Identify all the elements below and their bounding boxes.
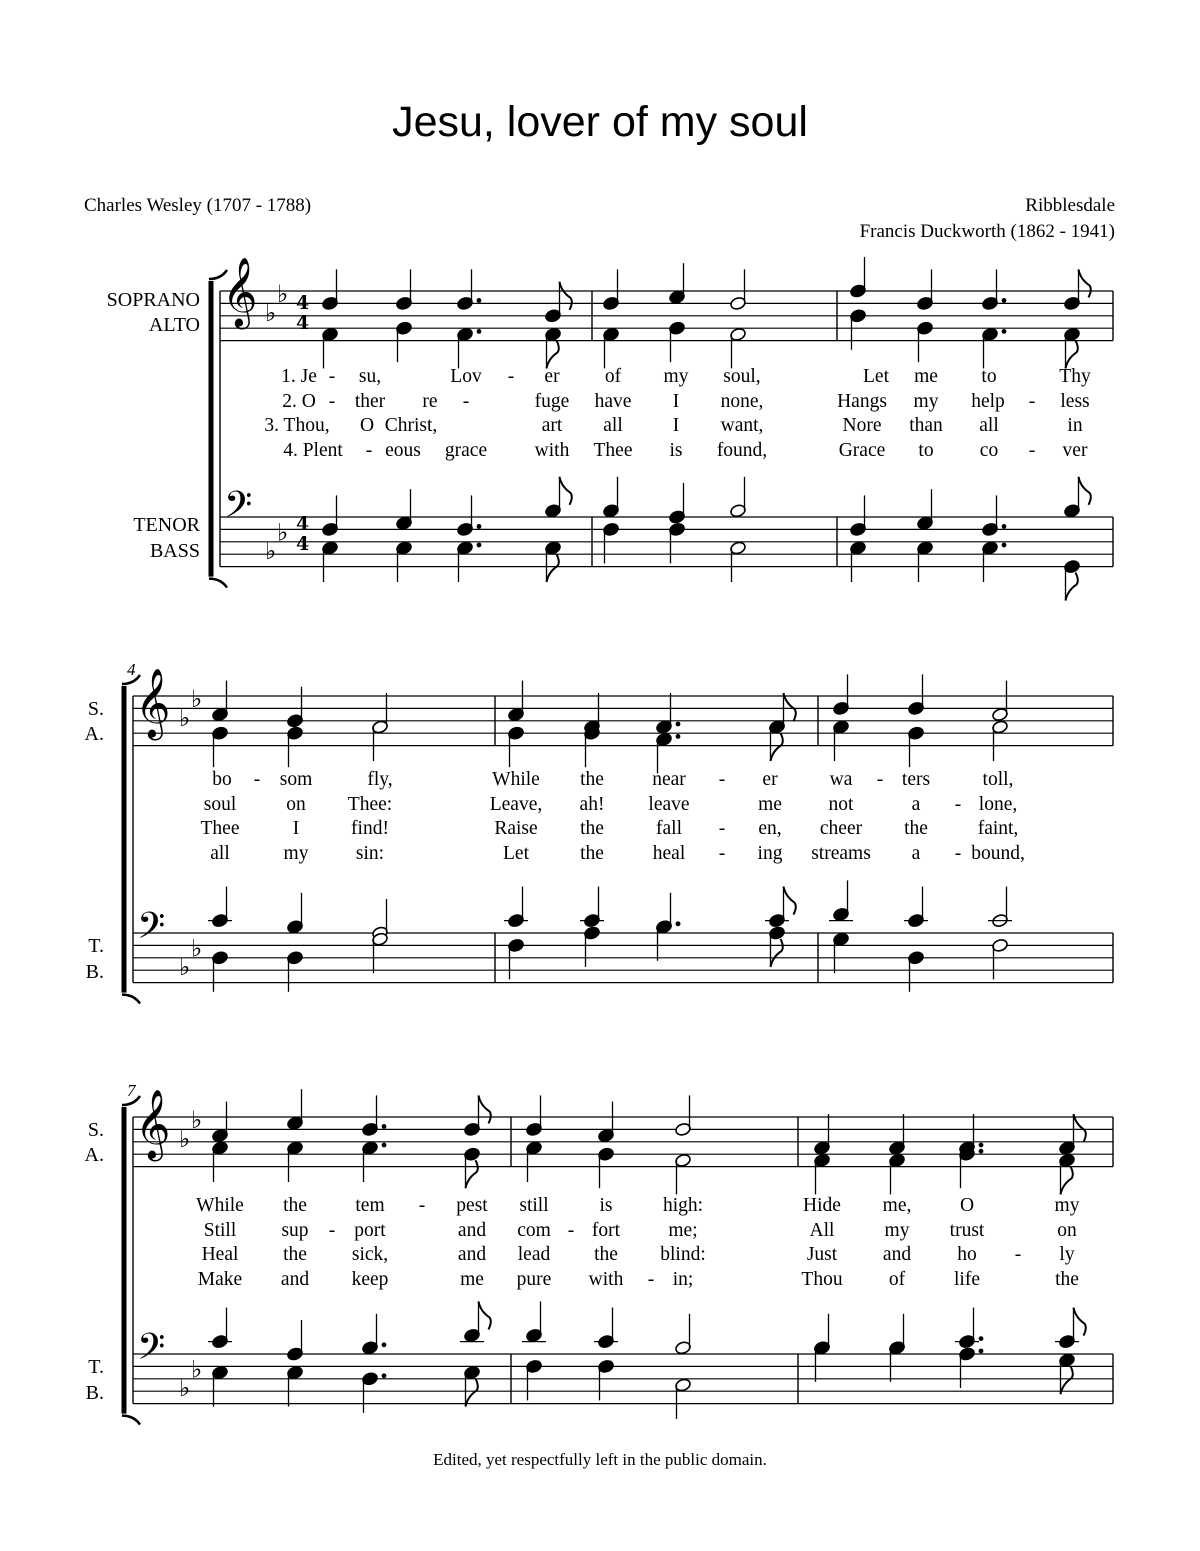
time-signature-numerator: 4 <box>296 292 310 314</box>
lyric-syllable: pest <box>456 1195 488 1216</box>
lyric-syllable: - <box>365 439 373 461</box>
lyric-syllable: bo <box>212 769 232 790</box>
lyric-syllable: I <box>672 390 680 412</box>
lyric-syllable: fuge <box>534 390 570 412</box>
dot <box>1002 298 1007 303</box>
lyric-syllable: All <box>809 1219 835 1241</box>
lyric-syllable: all <box>979 415 999 436</box>
lyric-syllable: art <box>541 415 563 436</box>
lyric-syllable: found, <box>716 439 768 461</box>
lyric-syllable: Still <box>203 1219 237 1241</box>
lyric-syllable: me <box>460 1268 484 1290</box>
lyric-syllable: Let <box>863 366 889 387</box>
lyric-syllable: eous <box>385 439 421 461</box>
lyric-syllable: life <box>954 1268 980 1290</box>
lyric-syllable: to <box>918 439 934 461</box>
lyric-syllable: have <box>594 390 632 412</box>
lyric-syllable: cheer <box>819 818 863 839</box>
lyric-syllable: in <box>1067 415 1083 436</box>
lyric-syllable: tem <box>355 1195 385 1216</box>
lyric-syllable: faint, <box>977 818 1019 839</box>
lyric-syllable: en, <box>758 818 782 839</box>
lyric-syllable: er <box>544 366 560 387</box>
lyric-syllable: a <box>911 842 921 864</box>
lyric-syllable: 3. Thou, <box>264 415 330 436</box>
lyric-syllable: - <box>876 769 884 790</box>
flat-icon: ♭ <box>277 280 289 309</box>
part-abbr-s: S. <box>87 698 104 720</box>
lyric-syllable: me <box>758 793 782 815</box>
flat-icon: ♭ <box>265 298 277 327</box>
flag <box>466 1160 478 1188</box>
flat-icon: ♭ <box>191 934 203 963</box>
lyric-syllable: my <box>663 366 689 387</box>
lyric-syllable: the <box>580 818 604 839</box>
flag <box>560 282 572 310</box>
lyric-syllable: ther <box>354 390 386 412</box>
lyric-syllable: blind: <box>660 1244 706 1265</box>
flat-icon: ♭ <box>179 1374 191 1403</box>
treble-clef-icon: 𝄞 <box>135 1089 171 1159</box>
lyric-syllable: port <box>354 1219 386 1241</box>
lyric-syllable: with <box>588 1268 624 1290</box>
dot <box>979 1349 984 1354</box>
lyric-syllable: - <box>253 769 261 790</box>
part-abbr-s: S. <box>87 1119 104 1141</box>
dot <box>1002 524 1007 529</box>
lyric-syllable: O <box>359 415 375 436</box>
lyric-syllable: Thee <box>200 818 240 839</box>
flag <box>1079 477 1091 505</box>
flat-icon: ♭ <box>277 518 289 547</box>
lyric-syllable: my <box>283 842 309 864</box>
lyric-syllable: not <box>828 793 854 815</box>
flat-icon: ♭ <box>191 685 203 714</box>
lyric-syllable: - <box>718 818 726 839</box>
dot <box>1002 543 1007 548</box>
lyric-syllable: all <box>210 842 230 864</box>
lyric-syllable: Thee <box>593 439 633 461</box>
dot <box>477 524 482 529</box>
lyric-syllable: - <box>718 769 726 790</box>
bracket-hook <box>209 270 227 279</box>
lyric-syllable: is <box>669 439 683 461</box>
lyric-syllable: Christ, <box>384 415 438 436</box>
part-abbr-b: B. <box>85 1382 104 1404</box>
lyric-syllable: com <box>517 1219 551 1241</box>
lyric-syllable: near <box>652 769 686 790</box>
lyric-syllable: Thou <box>801 1268 843 1290</box>
treble-clef-icon: 𝄞 <box>222 257 258 327</box>
lyric-syllable: pure <box>516 1268 552 1290</box>
page-title: Jesu, lover of my soul <box>392 98 808 146</box>
lyric-syllable: sin: <box>355 842 385 864</box>
lyric-syllable: me, <box>882 1195 912 1216</box>
lyric-syllable: and <box>280 1268 310 1290</box>
lyric-syllable: lone, <box>978 793 1018 815</box>
lyric-syllable: - <box>567 1219 575 1241</box>
dot <box>979 1336 984 1341</box>
lyric-syllable: soul, <box>723 366 761 387</box>
lyric-syllable: - <box>328 390 336 412</box>
lyric-syllable: I <box>672 415 680 436</box>
dot <box>979 1143 984 1148</box>
lyric-syllable: none, <box>720 390 764 412</box>
dot <box>676 734 681 739</box>
lyric-syllable: sup <box>281 1219 309 1241</box>
lyric-syllable: the <box>580 842 604 864</box>
lyric-syllable: on <box>1057 1219 1077 1241</box>
footer-note: Edited, yet respectfully left in the public domain. <box>433 1450 767 1469</box>
part-name-tenor: TENOR <box>133 514 200 536</box>
flag <box>1074 1308 1086 1336</box>
lyric-syllable: the <box>1055 1268 1079 1290</box>
lyric-syllable: Hide <box>803 1195 841 1216</box>
lyric-syllable: - <box>1028 439 1036 461</box>
lyric-syllable: su, <box>358 366 382 387</box>
flat-icon: ♭ <box>179 703 191 732</box>
bracket-hook <box>209 579 227 588</box>
lyric-syllable: While <box>492 769 540 790</box>
lyric-syllable: leave <box>648 793 690 815</box>
time-signature-denominator: 4 <box>296 312 310 334</box>
dot <box>382 1124 387 1129</box>
lyric-syllable: Heal <box>201 1244 239 1265</box>
lyric-syllable: sick, <box>351 1244 389 1265</box>
lyric-syllable: find! <box>351 818 389 839</box>
lyric-syllable: 2. O <box>282 390 316 412</box>
lyric-syllable: trust <box>949 1219 985 1241</box>
lyric-syllable: of <box>888 1268 906 1290</box>
lyric-syllable: with <box>534 439 570 461</box>
part-name-bass: BASS <box>149 540 200 562</box>
tune-name: Ribblesdale <box>1025 195 1115 216</box>
lyric-syllable: - <box>507 366 515 387</box>
poet-credit: Charles Wesley (1707 - 1788) <box>84 195 312 216</box>
lyric-syllable: soul <box>203 793 237 815</box>
lyric-syllable: the <box>904 818 928 839</box>
lyric-syllable: co <box>979 439 999 461</box>
lyric-syllable: all <box>603 415 623 436</box>
lyric-syllable: in; <box>672 1268 694 1290</box>
lyric-syllable: ters <box>901 769 931 790</box>
lyric-syllable: toll, <box>982 769 1014 790</box>
bracket-hook <box>122 995 140 1004</box>
lyric-syllable: than <box>909 415 943 436</box>
lyric-syllable: - <box>328 1219 336 1241</box>
measure-number: 7 <box>127 1081 136 1100</box>
lyric-syllable: som <box>279 769 313 790</box>
lyric-syllable: Lov <box>450 366 482 387</box>
lyric-syllable: ly <box>1059 1244 1075 1265</box>
flat-icon: ♭ <box>179 1124 191 1153</box>
dot <box>676 921 681 926</box>
lyric-syllable: 4. Plent <box>283 439 343 461</box>
lyric-syllable: re <box>422 390 438 412</box>
flag <box>547 340 559 368</box>
lyric-syllable: Let <box>503 842 529 864</box>
lyric-syllable: me <box>914 366 938 387</box>
lyric-syllable: the <box>580 769 604 790</box>
bass-clef-icon: 𝄢 <box>137 1326 166 1377</box>
flag <box>547 554 559 582</box>
lyric-syllable: is <box>599 1195 613 1216</box>
lyric-syllable: help <box>971 390 1005 412</box>
bracket-hook <box>122 1096 140 1105</box>
lyric-syllable: keep <box>351 1268 389 1290</box>
lyric-syllable: While <box>196 1195 244 1216</box>
lyric-syllable: bound, <box>971 842 1025 864</box>
lyric-syllable: the <box>283 1244 307 1265</box>
lyric-syllable: fall <box>656 818 682 839</box>
lyric-syllable: - <box>1028 390 1036 412</box>
lyric-syllable: fort <box>591 1219 621 1241</box>
lyric-syllable: high: <box>662 1195 704 1216</box>
flag <box>1061 1366 1073 1394</box>
lyric-syllable: Make <box>197 1268 243 1290</box>
lyric-syllable: a <box>911 793 921 815</box>
lyric-syllable: - <box>647 1268 655 1290</box>
lyric-syllable: Thee: <box>347 793 393 815</box>
lyric-syllable: and <box>457 1244 487 1265</box>
lyric-syllable: I <box>292 818 300 839</box>
flag <box>784 693 796 721</box>
lyric-syllable: and <box>882 1244 912 1265</box>
composer-credit: Francis Duckworth (1862 - 1941) <box>859 221 1115 242</box>
flag <box>479 1301 491 1329</box>
flag <box>1079 269 1091 297</box>
dot <box>477 329 482 334</box>
dot <box>1002 329 1007 334</box>
lyric-syllable: the <box>594 1244 618 1265</box>
flat-icon: ♭ <box>191 1106 203 1135</box>
lyric-syllable: wa <box>829 769 853 790</box>
lyric-syllable: Thy <box>1059 366 1091 387</box>
flat-icon: ♭ <box>191 1355 203 1384</box>
lyric-syllable: er <box>762 769 778 790</box>
lyric-syllable: still <box>519 1195 549 1216</box>
lyric-syllable: me; <box>668 1219 698 1241</box>
flag <box>466 1379 478 1407</box>
flat-icon: ♭ <box>265 537 277 566</box>
lyric-syllable: O <box>959 1195 975 1216</box>
lyric-syllable: and <box>457 1219 487 1241</box>
lyric-syllable: Hangs <box>837 390 887 412</box>
flag <box>784 887 796 915</box>
lyric-syllable: ing <box>757 842 783 864</box>
lyric-syllable: Just <box>806 1244 838 1265</box>
flag <box>771 939 783 967</box>
lyric-syllable: heal <box>652 842 686 864</box>
flag <box>1074 1114 1086 1142</box>
part-name-soprano: SOPRANO <box>106 289 200 311</box>
lyric-syllable: want, <box>720 415 764 436</box>
bass-clef-icon: 𝄢 <box>224 484 253 535</box>
part-abbr-b: B. <box>85 961 104 983</box>
lyric-syllable: my <box>1054 1195 1080 1216</box>
flag <box>479 1095 491 1123</box>
part-abbr-a: A. <box>84 723 104 745</box>
lyric-syllable: - <box>462 390 470 412</box>
treble-clef-icon: 𝄞 <box>135 668 171 738</box>
lyric-syllable: on <box>286 793 306 815</box>
lyric-syllable: - <box>954 793 962 815</box>
flag <box>1066 340 1078 368</box>
lyric-syllable: less <box>1060 390 1090 412</box>
lyric-syllable: ah! <box>579 793 605 815</box>
lyric-syllable: lead <box>517 1244 551 1265</box>
dot <box>477 298 482 303</box>
dot <box>382 1342 387 1347</box>
part-abbr-t: T. <box>88 935 104 957</box>
lyric-syllable: - <box>1014 1244 1022 1265</box>
flag <box>1061 1166 1073 1194</box>
lyric-syllable: my <box>884 1219 910 1241</box>
bracket-hook <box>122 675 140 684</box>
lyric-syllable: fly, <box>367 769 393 790</box>
lyric-syllable: of <box>604 366 622 387</box>
time-signature-denominator: 4 <box>296 533 310 555</box>
lyric-syllable: to <box>981 366 997 387</box>
lyric-syllable: streams <box>811 842 871 864</box>
lyric-syllable: ho <box>957 1244 977 1265</box>
part-abbr-a: A. <box>84 1144 104 1166</box>
bracket-hook <box>122 1416 140 1425</box>
lyric-syllable: - <box>954 842 962 864</box>
dot <box>382 1373 387 1378</box>
bass-clef-icon: 𝄢 <box>137 905 166 956</box>
part-name-alto: ALTO <box>148 314 200 336</box>
lyric-syllable: ver <box>1062 439 1088 461</box>
lyric-syllable: - <box>718 842 726 864</box>
dot <box>979 1149 984 1154</box>
lyric-syllable: Leave, <box>489 793 543 815</box>
time-signature-numerator: 4 <box>296 513 310 535</box>
flat-icon: ♭ <box>179 953 191 982</box>
dot <box>382 1143 387 1148</box>
lyric-syllable: grace <box>444 439 488 461</box>
flag <box>771 733 783 761</box>
lyric-syllable: my <box>913 390 939 412</box>
lyric-syllable: - <box>328 366 336 387</box>
part-abbr-t: T. <box>88 1356 104 1378</box>
lyric-syllable: 1. Je <box>281 366 317 387</box>
measure-number: 4 <box>127 660 136 679</box>
flag <box>1066 573 1078 601</box>
lyric-syllable: the <box>283 1195 307 1216</box>
lyric-syllable: Nore <box>842 415 882 436</box>
flag <box>560 477 572 505</box>
lyric-syllable: Grace <box>838 439 886 461</box>
dot <box>676 722 681 727</box>
lyric-syllable: - <box>418 1195 426 1216</box>
dot <box>477 543 482 548</box>
lyric-syllable: Raise <box>494 818 538 839</box>
